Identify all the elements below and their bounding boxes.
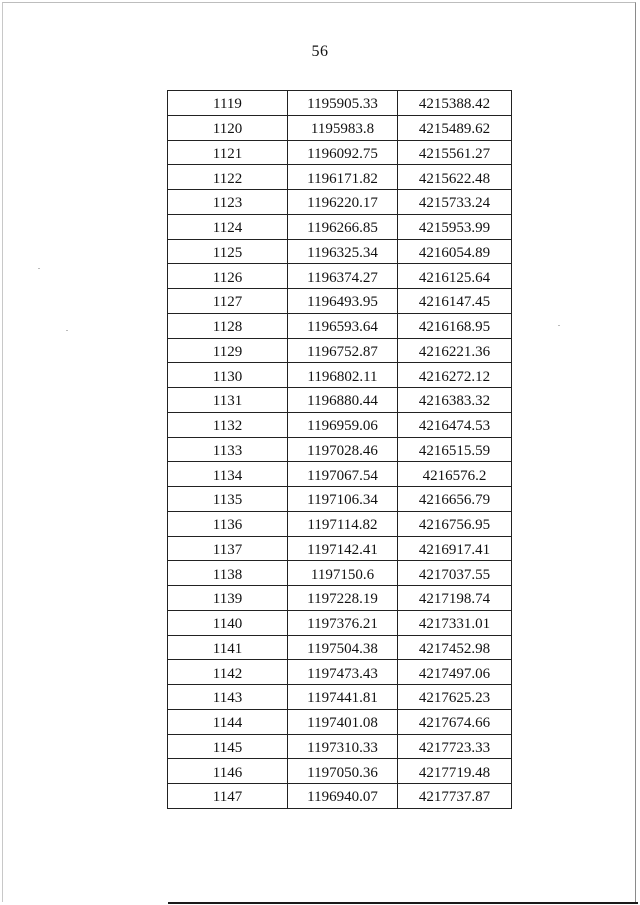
y-coordinate-cell: 4217037.55 [398,561,512,586]
page-number: 56 [311,43,329,60]
table-row [168,709,512,734]
table-row [168,487,512,512]
y-coordinate-cell: 4216656.79 [398,487,512,512]
table-row [168,437,512,462]
x-coordinate-cell: 1196220.17 [288,190,398,215]
table-row [168,115,512,140]
point-number-cell: 1126 [168,264,288,289]
x-coordinate-cell: 1196593.64 [288,313,398,338]
x-coordinate-cell: 1197106.34 [288,487,398,512]
table-row [168,165,512,190]
table-row [168,462,512,487]
table-row [168,734,512,759]
table-row [168,660,512,685]
point-number-cell: 1123 [168,190,288,215]
x-coordinate-cell: 1196092.75 [288,140,398,165]
table-row [168,239,512,264]
point-number-cell: 1141 [168,635,288,660]
table-row [168,685,512,710]
table-row [168,289,512,314]
y-coordinate-cell: 4217497.06 [398,660,512,685]
y-coordinate-cell: 4215733.24 [398,190,512,215]
x-coordinate-cell: 1196880.44 [288,388,398,413]
point-number-cell: 1125 [168,239,288,264]
point-number-cell: 1131 [168,388,288,413]
point-number-cell: 1127 [168,289,288,314]
y-coordinate-cell: 4216515.59 [398,437,512,462]
x-coordinate-cell: 1197067.54 [288,462,398,487]
y-coordinate-cell: 4216054.89 [398,239,512,264]
y-coordinate-cell: 4215489.62 [398,115,512,140]
table-row [168,784,512,809]
point-number-cell: 1132 [168,412,288,437]
y-coordinate-cell: 4215388.42 [398,91,512,116]
table-row [168,338,512,363]
table-row [168,561,512,586]
x-coordinate-cell: 1196171.82 [288,165,398,190]
table-row [168,536,512,561]
x-coordinate-cell: 1195905.33 [288,91,398,116]
y-coordinate-cell: 4217723.33 [398,734,512,759]
x-coordinate-cell: 1195983.8 [288,115,398,140]
y-coordinate-cell: 4216383.32 [398,388,512,413]
table-row [168,586,512,611]
x-coordinate-cell: 1196266.85 [288,214,398,239]
point-number-cell: 1143 [168,685,288,710]
x-coordinate-cell: 1196752.87 [288,338,398,363]
y-coordinate-cell: 4217719.48 [398,759,512,784]
point-number-cell: 1138 [168,561,288,586]
point-number-cell: 1144 [168,709,288,734]
y-coordinate-cell: 4216576.2 [398,462,512,487]
x-coordinate-cell: 1197310.33 [288,734,398,759]
table-body [168,91,512,809]
x-coordinate-cell: 1196940.07 [288,784,398,809]
y-coordinate-cell: 4217737.87 [398,784,512,809]
x-coordinate-cell: 1196802.11 [288,363,398,388]
point-number-cell: 1137 [168,536,288,561]
table-row [168,91,512,116]
table-row [168,759,512,784]
point-number-cell: 1135 [168,487,288,512]
y-coordinate-cell: 4215561.27 [398,140,512,165]
table-row [168,140,512,165]
point-number-cell: 1122 [168,165,288,190]
point-number-cell: 1130 [168,363,288,388]
y-coordinate-cell: 4216474.53 [398,412,512,437]
x-coordinate-cell: 1197028.46 [288,437,398,462]
point-number-cell: 1146 [168,759,288,784]
x-coordinate-cell: 1197142.41 [288,536,398,561]
y-coordinate-cell: 4217452.98 [398,635,512,660]
y-coordinate-cell: 4216917.41 [398,536,512,561]
point-number-cell: 1129 [168,338,288,363]
y-coordinate-cell: 4217331.01 [398,610,512,635]
scan-speck [66,330,68,331]
point-number-cell: 1124 [168,214,288,239]
y-coordinate-cell: 4217625.23 [398,685,512,710]
table-row [168,635,512,660]
x-coordinate-cell: 1197228.19 [288,586,398,611]
page-bottom-edge [168,902,638,904]
x-coordinate-cell: 1197441.81 [288,685,398,710]
x-coordinate-cell: 1197050.36 [288,759,398,784]
point-number-cell: 1147 [168,784,288,809]
y-coordinate-cell: 4215953.99 [398,214,512,239]
scan-speck [558,325,560,326]
point-number-cell: 1134 [168,462,288,487]
y-coordinate-cell: 4217198.74 [398,586,512,611]
point-number-cell: 1121 [168,140,288,165]
y-coordinate-cell: 4216272.12 [398,363,512,388]
point-number-cell: 1140 [168,610,288,635]
y-coordinate-cell: 4216756.95 [398,511,512,536]
table-row [168,388,512,413]
table-row [168,610,512,635]
x-coordinate-cell: 1197150.6 [288,561,398,586]
y-coordinate-cell: 4216125.64 [398,264,512,289]
coordinates-table [167,90,512,809]
x-coordinate-cell: 1196959.06 [288,412,398,437]
table-row [168,363,512,388]
point-number-cell: 1142 [168,660,288,685]
point-number-cell: 1145 [168,734,288,759]
scan-speck [38,268,40,269]
x-coordinate-cell: 1197504.38 [288,635,398,660]
x-coordinate-cell: 1197401.08 [288,709,398,734]
table-row [168,313,512,338]
x-coordinate-cell: 1196493.95 [288,289,398,314]
table-row [168,264,512,289]
table-row [168,511,512,536]
y-coordinate-cell: 4216147.45 [398,289,512,314]
table-row [168,190,512,215]
y-coordinate-cell: 4217674.66 [398,709,512,734]
x-coordinate-cell: 1197376.21 [288,610,398,635]
point-number-cell: 1133 [168,437,288,462]
point-number-cell: 1139 [168,586,288,611]
point-number-cell: 1128 [168,313,288,338]
y-coordinate-cell: 4216221.36 [398,338,512,363]
point-number-cell: 1136 [168,511,288,536]
point-number-cell: 1119 [168,91,288,116]
y-coordinate-cell: 4216168.95 [398,313,512,338]
point-number-cell: 1120 [168,115,288,140]
x-coordinate-cell: 1197114.82 [288,511,398,536]
table-row [168,214,512,239]
y-coordinate-cell: 4215622.48 [398,165,512,190]
x-coordinate-cell: 1197473.43 [288,660,398,685]
table-row [168,412,512,437]
x-coordinate-cell: 1196325.34 [288,239,398,264]
x-coordinate-cell: 1196374.27 [288,264,398,289]
